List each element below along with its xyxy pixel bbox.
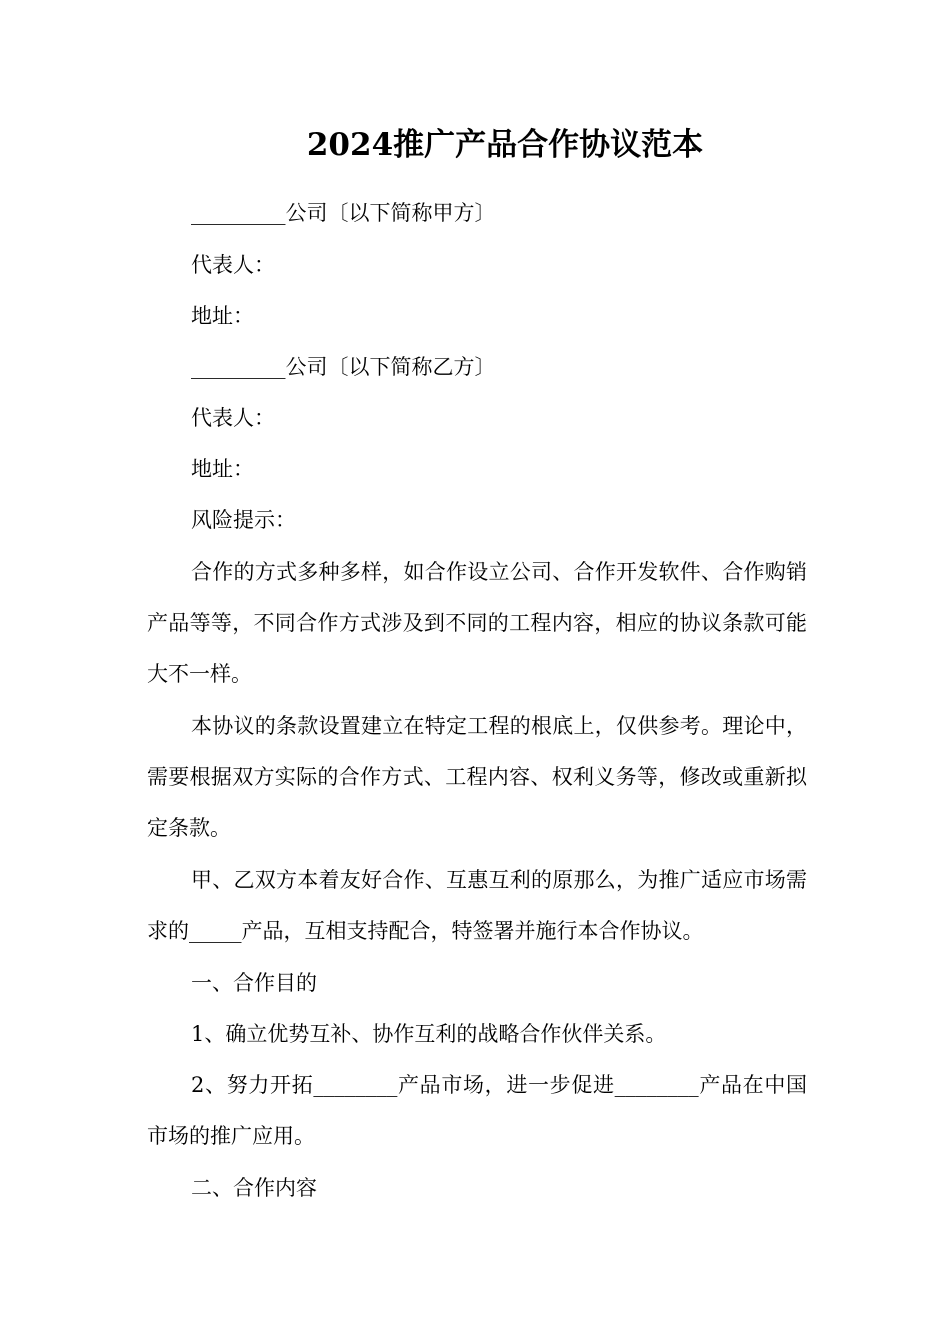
party-a-address: 地址： [191, 304, 254, 328]
risk-paragraph-2: 本协议的条款设置建立在特定工程的根底上，仅供参考。理论中，需要根据双方实际的合作方式、工程内容、权利义务等，修改或重新拟定条款。 [147, 714, 807, 840]
party-a-company: _________公司〔以下简称甲方〕 [191, 201, 496, 225]
preamble-paragraph: 甲、乙双方本着友好合作、互惠互利的原那么，为推广适应市场需求的_____产品，互相支持配合，特签署并施行本合作协议。 [147, 868, 807, 943]
section-1-item-2: 2、努力开拓________产品市场，进一步促进________产品在中国市场的推广应用。 [147, 1073, 807, 1148]
document-title: 2024推广产品合作协议范本 [306, 127, 704, 163]
party-b-address: 地址： [191, 457, 254, 481]
party-a-representative: 代表人： [191, 253, 275, 277]
risk-paragraph-1: 合作的方式多种多样，如合作设立公司、合作开发软件、合作购销产品等等，不同合作方式涉及到不同的工程内容，相应的协议条款可能大不一样。 [147, 560, 807, 686]
party-b-representative: 代表人： [191, 406, 275, 430]
section-1-heading: 一、合作目的 [191, 971, 317, 995]
section-2-heading: 二、合作内容 [191, 1176, 317, 1200]
section-1-item-1: 1、确立优势互补、协作互利的战略合作伙伴关系。 [191, 1022, 667, 1046]
risk-heading: 风险提示： [191, 508, 296, 532]
party-b-company: _________公司〔以下简称乙方〕 [191, 355, 496, 379]
